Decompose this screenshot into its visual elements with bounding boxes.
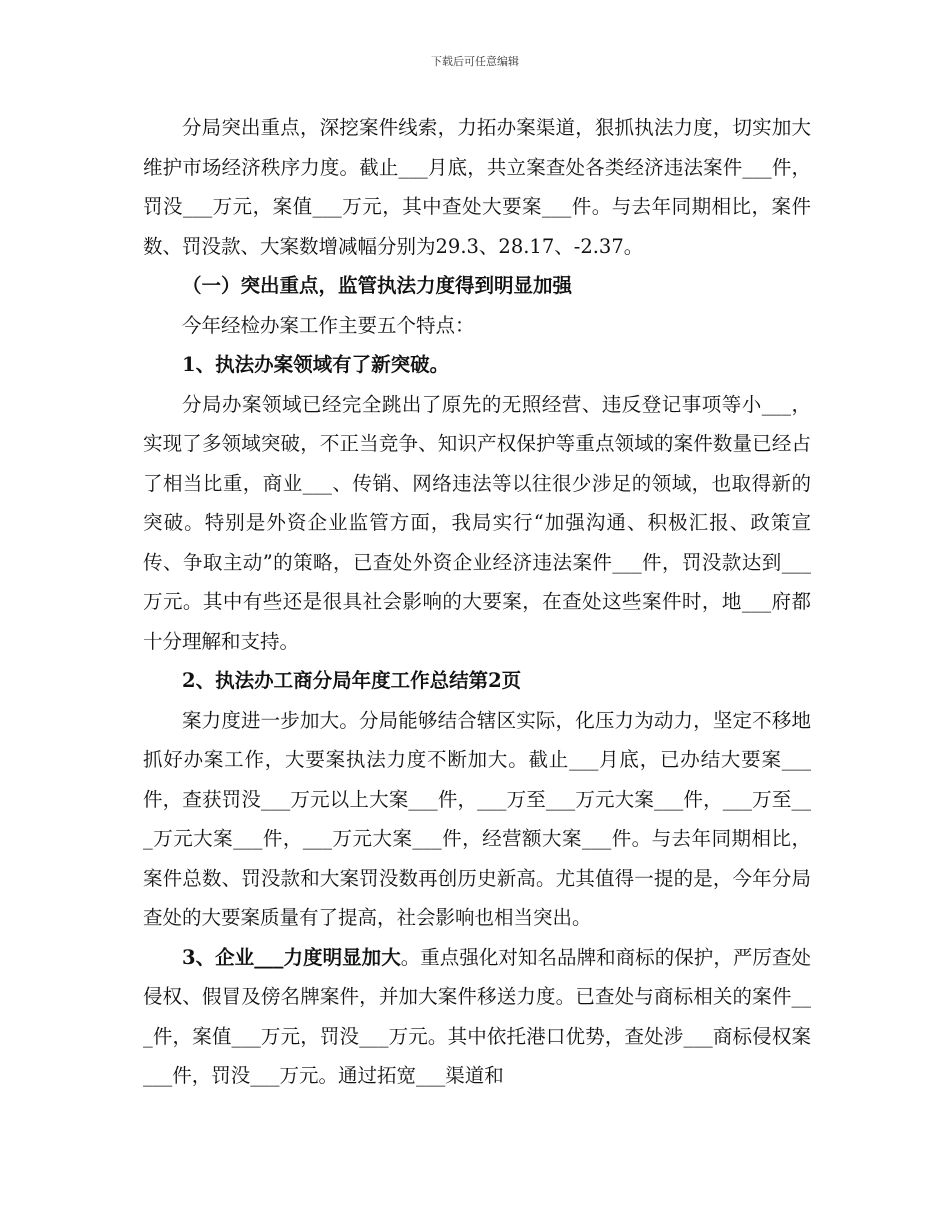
paragraph-case-intensity: 案力度进一步加大。分局能够结合辖区实际，化压力为动力，坚定不移地抓好办案工作，大要案执法力度不断加大。截止___月底，已办结大要案___件，查获罚没___万元以上大案___件，___万至___万元大案___件，___万至___万元大案___件，___万元大案___件，经营额大案___件。与去年同期相比，案件总数、罚没款和大案罚没数再创历史新高。尤其值得一提的是，今年分局查处的大要案质量有了提高，社会影响也相当突出。 <box>143 708 811 929</box>
section-heading-1: （一）突出重点，监管执法力度得到明显加强 <box>182 274 573 297</box>
subheading-2: 2、执法办工商分局年度工作总结第2页 <box>182 669 522 692</box>
paragraph-features-intro: 今年经检办案工作主要五个特点： <box>182 313 475 337</box>
paragraph-rest: 。重点强化对知名品牌和商标的保护，严厉查处侵权、假冒及傍名牌案件，并加大案件移送力度。已查处与商标相关的案件___件，案值___万元，罚没___万元。其中依托港口优势，查处涉___商标侵权案___件，罚没___万元。通过拓宽___渠道和 <box>143 945 811 1087</box>
paragraph-brand-protection <box>143 938 811 1096</box>
document-body <box>143 108 811 1096</box>
paragraph-lead: 3、企业___力度明显加大 <box>182 945 401 969</box>
paragraph-domain-breakthrough: 分局办案领域已经完全跳出了原先的无照经营、违反登记事项等小___，实现了多领域突破，不正当竞争、知识产权保护等重点领域的案件数量已经占了相当比重，商业___、传销、网络违法等以往很少涉足的领域，也取得新的突破。特别是外资企业监管方面，我局实行“加强沟通、积极汇报、政策宣传、争取主动”的策略，已查处外资企业经济违法案件___件，罚没款达到___万元。其中有些还是很具社会影响的大要案，在查处这些案件时，地___府都十分理解和支持。 <box>143 392 811 653</box>
subheading-1: 1、执法办案领域有了新突破。 <box>182 353 450 376</box>
paragraph-intro: 分局突出重点，深挖案件线索，力拓办案渠道，狠抓执法力度，切实加大维护市场经济秩序力度。截止___月底，共立案查处各类经济违法案件___件，罚没___万元，案值___万元，其中查处大要案___件。与去年同期相比，案件数、罚没款、大案数增减幅分别为29.3、28.17、-2.37。 <box>143 116 811 258</box>
page-header: 下载后可任意编辑 <box>431 55 519 68</box>
